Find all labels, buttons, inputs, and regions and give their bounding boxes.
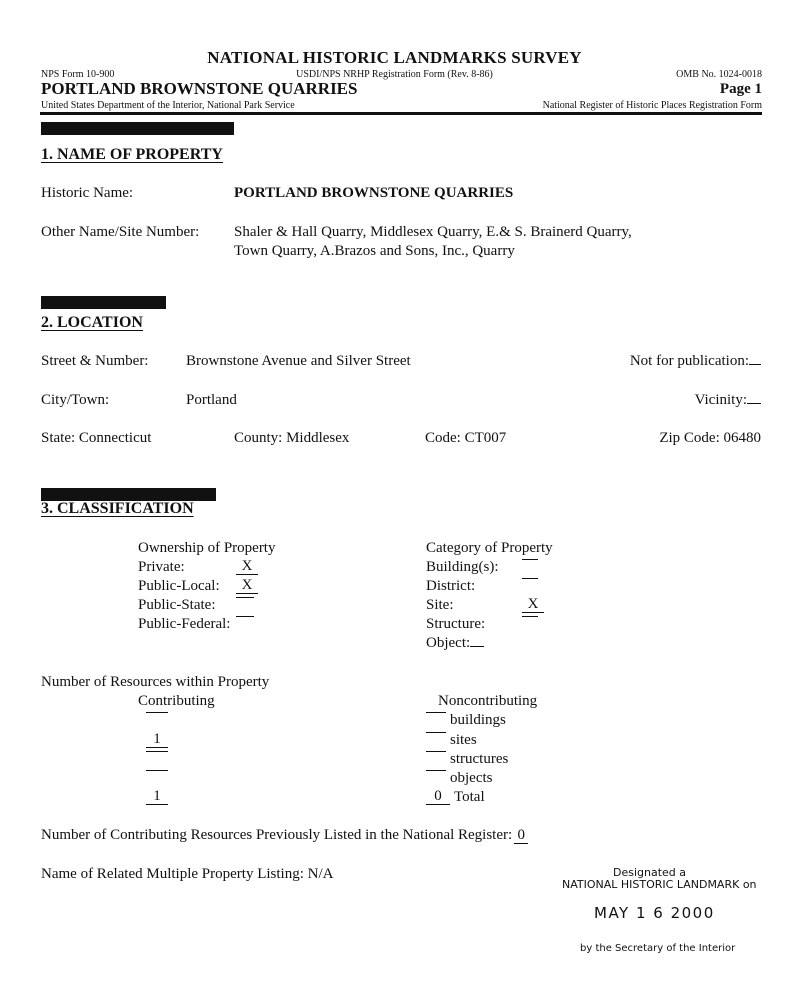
category-district-field <box>522 578 538 579</box>
noncontributing-structures-field <box>426 751 446 752</box>
noncontributing-sites-field <box>426 732 446 733</box>
not-for-publication-label: Not for publication: <box>629 353 749 369</box>
ownership-public-federal-field <box>236 616 254 617</box>
stamp-line-1: Designated a <box>613 866 687 879</box>
county: County: Middlesex <box>234 430 350 446</box>
contributing-objects-field <box>146 770 168 771</box>
category-building-label: Building(s): <box>426 559 499 575</box>
state: State: Connecticut <box>41 430 152 446</box>
vicinity-label: Vicinity: <box>694 392 747 408</box>
contributing-sites-field: 1 <box>146 732 168 748</box>
ownership-title: Ownership of Property <box>138 540 276 556</box>
category-building-field <box>522 559 538 560</box>
code: Code: CT007 <box>425 430 507 446</box>
category-object-field <box>470 646 484 647</box>
ownership-public-local-field: X <box>236 578 258 594</box>
previously-listed-field: 0 <box>514 828 528 844</box>
not-for-publication-field <box>749 364 761 365</box>
category-structure-label: Structure: <box>426 616 486 632</box>
noncontributing-buildings-field <box>426 712 446 713</box>
vicinity-field <box>747 403 761 404</box>
ownership-public-state-field <box>236 597 254 598</box>
noncontributing-buildings-label: buildings <box>450 712 506 728</box>
section-heading-location: 2. LOCATION <box>41 314 143 331</box>
noncontributing-structures-label: structures <box>450 751 509 767</box>
ownership-public-state-label: Public-State: <box>138 597 216 613</box>
category-site-field: X <box>522 597 544 613</box>
resources-title: Number of Resources within Property <box>41 674 270 690</box>
page-label: Page 1 <box>719 81 762 97</box>
stamp-date: MAY 1 6 2000 <box>594 904 715 922</box>
form-number: NPS Form 10-900 <box>41 69 115 80</box>
noncontributing-total-label: Total <box>454 789 485 805</box>
redaction-bar <box>41 296 166 309</box>
previously-listed-label: Number of Contributing Resources Previously Listed in the National Register: <box>41 827 513 843</box>
category-district-label: District: <box>426 578 476 594</box>
category-object-label: Object: <box>426 635 471 651</box>
contributing-total-field: 1 <box>146 789 168 805</box>
survey-title: NATIONAL HISTORIC LANDMARKS SURVEY <box>207 48 582 67</box>
category-object <box>426 635 484 652</box>
ownership-private-field: X <box>236 559 258 575</box>
not-for-publication <box>630 353 761 370</box>
register-form-name: National Register of Historic Places Registration Form <box>542 100 762 111</box>
zip-code: Zip Code: 06480 <box>659 430 761 446</box>
noncontributing-total-field: 0 <box>426 789 450 805</box>
other-name-line-1: Shaler & Hall Quarry, Middlesex Quarry, E.& S. Brainerd Quarry, <box>234 224 632 240</box>
section-heading-name: 1. NAME OF PROPERTY <box>41 146 223 163</box>
other-name-label: Other Name/Site Number: <box>41 224 200 240</box>
category-site-label: Site: <box>426 597 454 613</box>
section-heading-classification: 3. CLASSIFICATION <box>41 500 194 517</box>
header-rule <box>40 112 762 115</box>
noncontributing-objects-field <box>426 770 446 771</box>
ownership-public-local-label: Public-Local: <box>138 578 220 594</box>
ownership-public-federal-label: Public-Federal: <box>138 616 231 632</box>
city-label: City/Town: <box>41 392 110 408</box>
ownership-private-label: Private: <box>138 559 185 575</box>
stamp-line-2: NATIONAL HISTORIC LANDMARK on <box>562 878 757 891</box>
omb-number: OMB No. 1024-0018 <box>676 69 762 80</box>
contributing-structures-field <box>146 751 168 752</box>
historic-name-value: PORTLAND BROWNSTONE QUARRIES <box>234 185 514 201</box>
noncontributing-objects-label: objects <box>450 770 493 786</box>
previously-listed <box>41 827 528 844</box>
form-subtitle: USDI/NPS NRHP Registration Form (Rev. 8-86) <box>296 69 493 80</box>
street-value: Brownstone Avenue and Silver Street <box>186 353 411 369</box>
contributing-title: Contributing <box>138 693 215 709</box>
header-property-name: PORTLAND BROWNSTONE QUARRIES <box>41 79 358 98</box>
street-label: Street & Number: <box>41 353 149 369</box>
category-structure-field <box>522 616 538 617</box>
department: United States Department of the Interior, National Park Service <box>41 100 295 111</box>
contributing-buildings-field <box>146 712 168 713</box>
related-listing: Name of Related Multiple Property Listing: N/A <box>41 866 334 882</box>
stamp-line-3: by the Secretary of the Interior <box>580 943 736 954</box>
category-title: Category of Property <box>426 540 553 556</box>
noncontributing-title: Noncontributing <box>438 693 538 709</box>
city-value: Portland <box>186 392 237 408</box>
historic-name-label: Historic Name: <box>41 185 134 201</box>
noncontributing-sites-label: sites <box>450 732 477 748</box>
other-name-line-2: Town Quarry, A.Brazos and Sons, Inc., Quarry <box>234 243 515 259</box>
redaction-bar <box>41 122 234 135</box>
vicinity <box>695 392 761 409</box>
